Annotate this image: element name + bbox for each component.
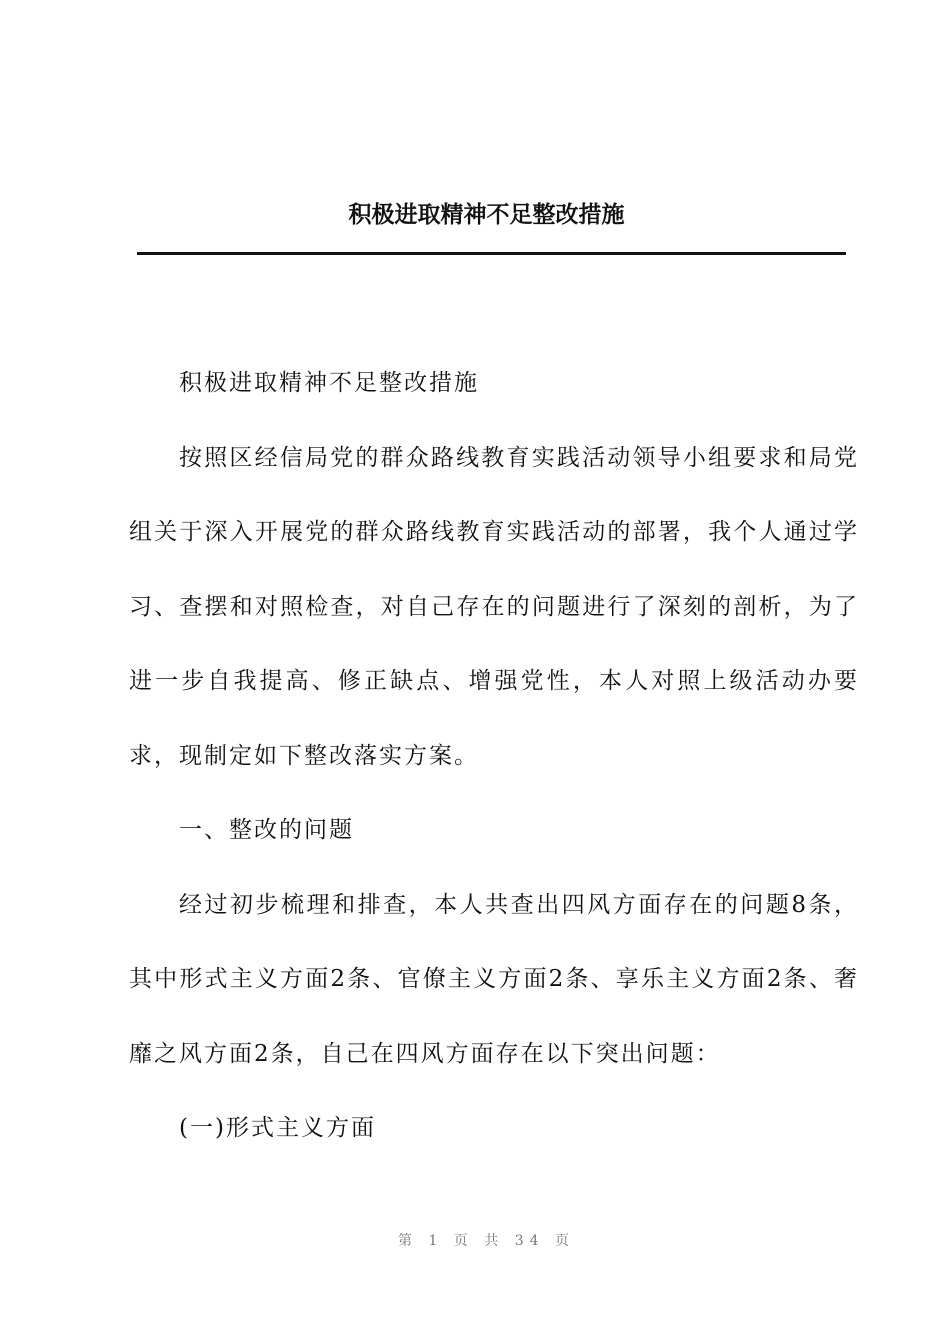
- document-body: [129, 346, 859, 1166]
- section-heading: 一、整改的问题: [179, 817, 354, 843]
- body-title-paragraph: 积极进取精神不足整改措施: [179, 370, 479, 396]
- problems-paragraph: 经过初步梳理和排查，本人共查出四风方面存在的问题8条，其中形式主义方面2条、官僚主义方面2条、享乐主义方面2条、奢靡之风方面2条，自己在四风方面存在以下突出问题：: [129, 891, 859, 1067]
- page-number-footer: 第 1 页 共 34 页: [398, 1233, 575, 1249]
- subsection-heading: (一)形式主义方面: [179, 1115, 376, 1141]
- header-divider: [137, 252, 846, 255]
- document-header-title: 积极进取精神不足整改措施: [348, 202, 625, 228]
- intro-paragraph: 按照区经信局党的群众路线教育实践活动领导小组要求和局党组关于深入开展党的群众路线教育实践活动的部署，我个人通过学习、查摆和对照检查，对自己存在的问题进行了深刻的剖析，为了进一步自我提高、修正缺点、增强党性，本人对照上级活动办要求，现制定如下整改落实方案。: [129, 444, 859, 769]
